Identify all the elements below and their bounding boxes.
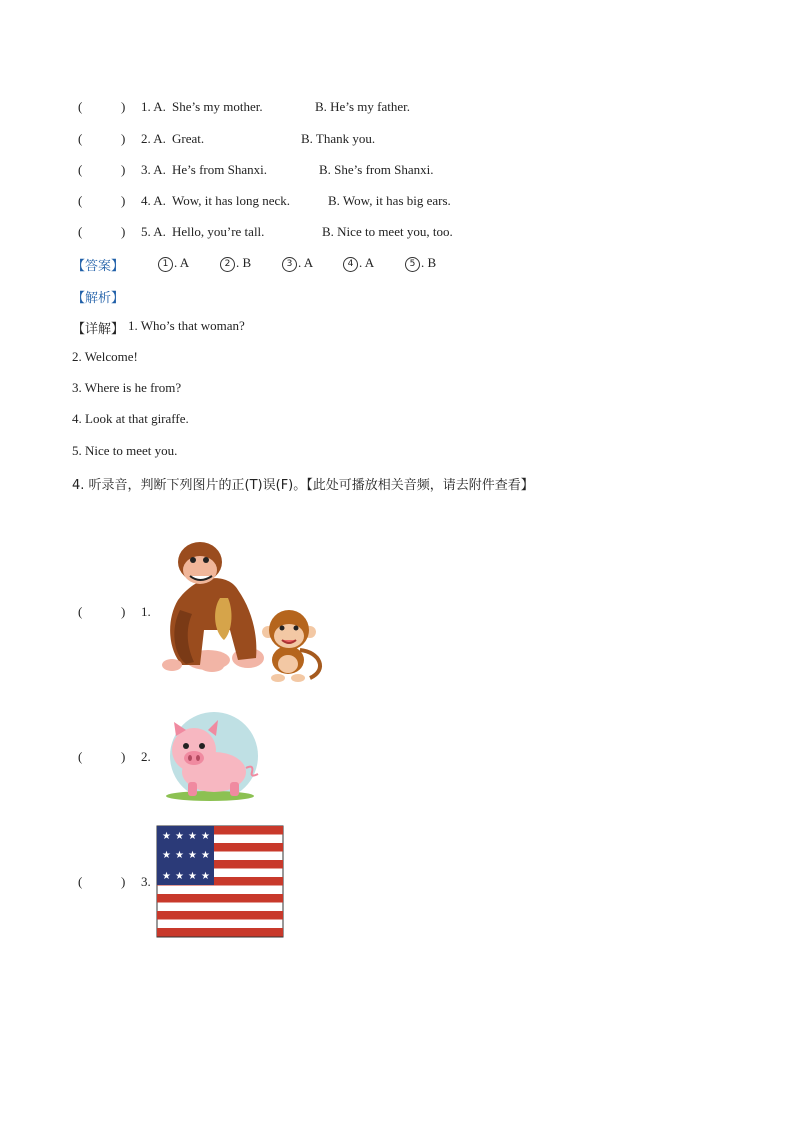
pig-image — [160, 710, 264, 808]
answer-item — [282, 255, 313, 272]
option-b: B. Nice to meet you, too. — [322, 224, 453, 239]
answer-paren-close: ) — [121, 604, 126, 619]
option-a: Great. — [172, 131, 205, 146]
answer-value: . A — [174, 255, 190, 270]
question-number: 5. A. — [141, 224, 166, 239]
circled-number: 4 — [343, 257, 358, 272]
detail-line: 2. Welcome! — [72, 349, 138, 364]
circled-number: 5 — [405, 257, 420, 272]
answer-paren-open: ( — [78, 749, 83, 764]
answer-paren-open: ( — [78, 162, 83, 177]
svg-text:★: ★ — [175, 831, 184, 842]
svg-text:★: ★ — [162, 850, 171, 861]
answer-paren-open: ( — [78, 604, 83, 619]
svg-text:★: ★ — [188, 871, 197, 882]
circled-number: 3 — [282, 257, 297, 272]
answer-value: . B — [236, 255, 252, 270]
item-number: 1. — [141, 604, 151, 619]
answer-paren-open: ( — [78, 224, 83, 239]
option-a: She’s my mother. — [172, 99, 263, 114]
svg-text:★: ★ — [201, 831, 210, 842]
option-a: He’s from Shanxi. — [172, 162, 267, 177]
detail-line: 4. Look at that giraffe. — [72, 411, 189, 426]
svg-text:★: ★ — [162, 871, 171, 882]
option-b: B. He’s my father. — [315, 99, 410, 114]
usa-flag-icon — [157, 826, 283, 937]
answer-paren-close: ) — [121, 162, 126, 177]
answer-paren-close: ) — [121, 224, 126, 239]
answer-paren-close: ) — [121, 99, 126, 114]
item-number: 2. — [141, 749, 151, 764]
question-number: 4. A. — [141, 193, 166, 208]
answer-paren-close: ) — [121, 131, 126, 146]
circled-number: 1 — [158, 257, 173, 272]
answer-item — [343, 255, 374, 272]
svg-text:★: ★ — [201, 871, 210, 882]
circled-number: 2 — [220, 257, 235, 272]
answer-paren-open: ( — [78, 99, 83, 114]
item-number: 3. — [141, 874, 151, 889]
answer-item — [220, 255, 251, 272]
answer-item — [158, 255, 189, 272]
answer-value: . B — [421, 255, 437, 270]
answer-paren-close: ) — [121, 193, 126, 208]
section-title: 4. 听录音，判断下列图片的正(T)误(F)。【此处可播放相关音频，请去附件查看】 — [72, 478, 534, 493]
svg-text:★: ★ — [188, 831, 197, 842]
svg-text:★: ★ — [175, 850, 184, 861]
gorilla-monkey-image — [160, 540, 332, 685]
analysis-label: 【解析】 — [72, 291, 125, 306]
option-a: Hello, you’re tall. — [172, 224, 265, 239]
answer-value: . A — [359, 255, 375, 270]
answer-paren-open: ( — [78, 193, 83, 208]
answer-paren-open: ( — [78, 131, 83, 146]
option-b: B. Wow, it has big ears. — [328, 193, 451, 208]
option-b: B. Thank you. — [301, 131, 376, 146]
pig-icon — [166, 712, 258, 801]
answer-label: 【答案】 — [72, 259, 125, 274]
detail-label: 【详解】 — [72, 322, 125, 337]
answer-paren-close: ) — [121, 749, 126, 764]
question-number: 2. A. — [141, 131, 166, 146]
option-a: Wow, it has long neck. — [172, 193, 290, 208]
svg-text:★: ★ — [201, 850, 210, 861]
option-b: B. She’s from Shanxi. — [319, 162, 434, 177]
answer-item — [405, 255, 436, 272]
answer-paren-open: ( — [78, 874, 83, 889]
svg-text:★: ★ — [175, 871, 184, 882]
detail-line: 5. Nice to meet you. — [72, 443, 178, 458]
svg-text:★: ★ — [162, 831, 171, 842]
svg-text:★: ★ — [188, 850, 197, 861]
answer-paren-close: ) — [121, 874, 126, 889]
answer-value: . A — [298, 255, 314, 270]
question-number: 1. A. — [141, 99, 166, 114]
monkey-icon — [262, 610, 320, 682]
usa-flag-image — [156, 825, 284, 938]
question-number: 3. A. — [141, 162, 166, 177]
gorilla-icon — [162, 542, 264, 672]
detail-line: 1. Who’s that woman? — [128, 318, 245, 333]
detail-line: 3. Where is he from? — [72, 380, 182, 395]
